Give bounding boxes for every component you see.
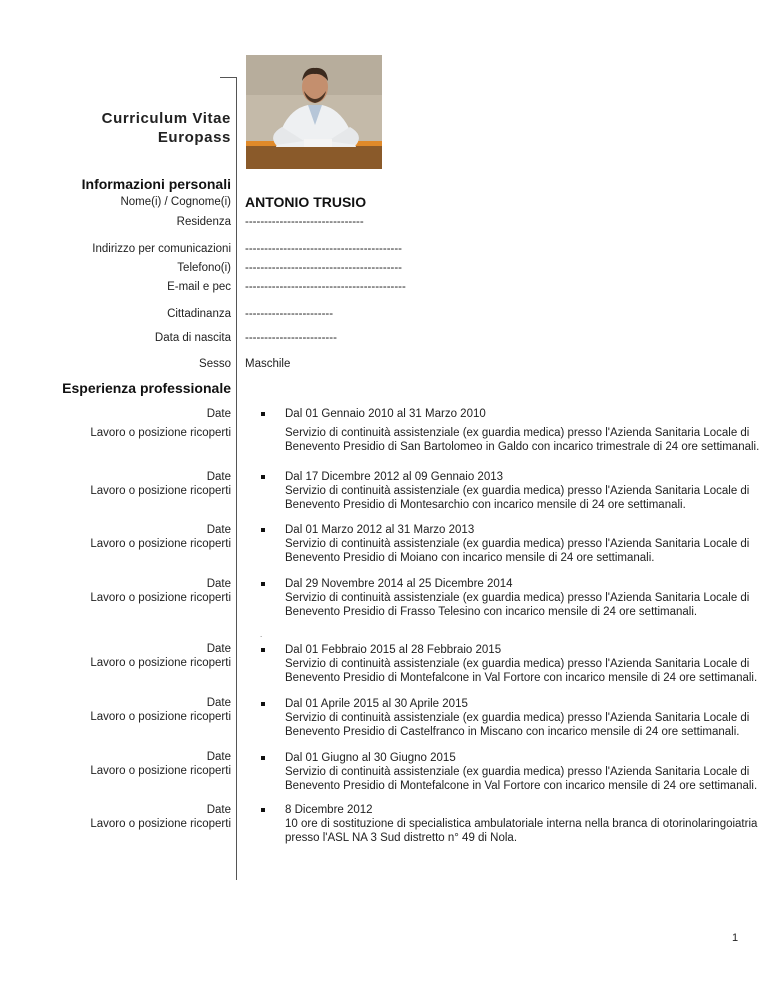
profile-photo (246, 55, 382, 169)
entry-job-label: Lavoro o posizione ricoperti (90, 538, 231, 550)
header-rule (220, 77, 237, 78)
value-sesso: Maschile (245, 358, 291, 370)
cv-subtitle: Europass (157, 129, 231, 146)
entry-date-label: Date (206, 524, 231, 536)
entry-line1: Servizio di continuità assistenziale (ex guardia medica) presso l'Azienda Sanitaria Locale di (285, 592, 750, 604)
column-divider (236, 77, 237, 880)
label-indirizzo: Indirizzo per comunicazioni (92, 243, 231, 255)
bullet-icon (261, 702, 265, 706)
entry-date-label: Date (206, 578, 231, 590)
stray-dot: . (260, 630, 263, 639)
entry-date: Dal 01 Giugno al 30 Giugno 2015 (285, 752, 456, 764)
label-data-nascita: Data di nascita (154, 332, 231, 344)
entry-job-label: Lavoro o posizione ricoperti (90, 485, 231, 497)
entry-date: Dal 01 Gennaio 2010 al 31 Marzo 2010 (285, 408, 486, 420)
entry-date: Dal 01 Aprile 2015 al 30 Aprile 2015 (285, 698, 468, 710)
bullet-icon (261, 412, 265, 416)
entry-job-label: Lavoro o posizione ricoperti (90, 765, 231, 777)
entry-line2: Benevento Presidio di Castelfranco in Miscano con incarico mensile di 24 ore settimanali. (285, 726, 740, 738)
entry-date: 8 Dicembre 2012 (285, 804, 373, 816)
entry-line1: Servizio di continuità assistenziale (ex guardia medica) presso l'Azienda Sanitaria Locale di (285, 538, 750, 550)
value-data-nascita: ------------------------ (245, 332, 337, 344)
entry-date-label: Date (206, 751, 231, 763)
profile-photo-illustration (246, 55, 382, 169)
section-title-personal: Informazioni personali (81, 176, 231, 192)
value-email: ------------------------------------------ (245, 281, 406, 293)
label-name: Nome(i) / Cognome(i) (120, 196, 231, 208)
label-cittadinanza: Cittadinanza (167, 308, 231, 320)
person-name: ANTONIO TRUSIO (245, 194, 367, 210)
entry-line1: Servizio di continuità assistenziale (ex guardia medica) presso l'Azienda Sanitaria Locale di (285, 766, 750, 778)
entry-job-label: Lavoro o posizione ricoperti (90, 427, 231, 439)
label-sesso: Sesso (199, 358, 231, 370)
bullet-icon (261, 528, 265, 532)
entry-line2: Benevento Presidio di Montefalcone in Val Fortore con incarico mensile di 24 ore settimanali. (285, 780, 758, 792)
entry-line1: Servizio di continuità assistenziale (ex guardia medica) presso l'Azienda Sanitaria Locale di (285, 427, 750, 439)
entry-line2: Benevento Presidio di Frasso Telesino con incarico mensile di 24 ore settimanali. (285, 606, 698, 618)
entry-line2: Benevento Presidio di Montefalcone in Val Fortore con incarico mensile di 24 ore settimanali. (285, 672, 758, 684)
label-telefono: Telefono(i) (177, 262, 231, 274)
entry-date-label: Date (206, 408, 231, 420)
bullet-icon (261, 582, 265, 586)
bullet-icon (261, 756, 265, 760)
entry-date-label: Date (206, 643, 231, 655)
entry-line2: presso l'ASL NA 3 Sud distretto n° 49 di Nola. (285, 832, 518, 844)
bullet-icon (261, 808, 265, 812)
cv-title: Curriculum Vitae (101, 110, 231, 127)
label-email: E-mail e pec (167, 281, 231, 293)
entry-date: Dal 01 Marzo 2012 al 31 Marzo 2013 (285, 524, 475, 536)
value-cittadinanza: ----------------------- (245, 308, 334, 320)
value-residenza: ------------------------------- (245, 216, 364, 228)
entry-job-label: Lavoro o posizione ricoperti (90, 711, 231, 723)
label-residenza: Residenza (176, 216, 231, 228)
bullet-icon (261, 475, 265, 479)
entry-date-label: Date (206, 471, 231, 483)
entry-date: Dal 01 Febbraio 2015 al 28 Febbraio 2015 (285, 644, 502, 656)
entry-date-label: Date (206, 697, 231, 709)
bullet-icon (261, 648, 265, 652)
entry-line1: Servizio di continuità assistenziale (ex guardia medica) presso l'Azienda Sanitaria Locale di (285, 658, 750, 670)
entry-date-label: Date (206, 804, 231, 816)
entry-job-label: Lavoro o posizione ricoperti (90, 657, 231, 669)
entry-line2: Benevento Presidio di Montesarchio con incarico mensile di 24 ore settimanali. (285, 499, 686, 511)
entry-line1: Servizio di continuità assistenziale (ex guardia medica) presso l'Azienda Sanitaria Locale di (285, 485, 750, 497)
entry-line1: 10 ore di sostituzione di specialistica ambulatoriale interna nella branca di otorinolaringoiatria (285, 818, 758, 830)
entry-date: Dal 17 Dicembre 2012 al 09 Gennaio 2013 (285, 471, 504, 483)
entry-line2: Benevento Presidio di Moiano con incarico mensile di 24 ore settimanali. (285, 552, 655, 564)
value-indirizzo: ----------------------------------------- (245, 243, 403, 255)
section-title-experience: Esperienza professionale (62, 380, 231, 396)
entry-line1: Servizio di continuità assistenziale (ex guardia medica) presso l'Azienda Sanitaria Locale di (285, 712, 750, 724)
page-number: 1 (732, 932, 739, 944)
entry-line2: Benevento Presidio di San Bartolomeo in Galdo con incarico trimestrale di 24 ore settimanali. (285, 441, 760, 453)
entry-job-label: Lavoro o posizione ricoperti (90, 592, 231, 604)
value-telefono: ----------------------------------------- (245, 262, 403, 274)
entry-job-label: Lavoro o posizione ricoperti (90, 818, 231, 830)
entry-date: Dal 29 Novembre 2014 al 25 Dicembre 2014 (285, 578, 513, 590)
